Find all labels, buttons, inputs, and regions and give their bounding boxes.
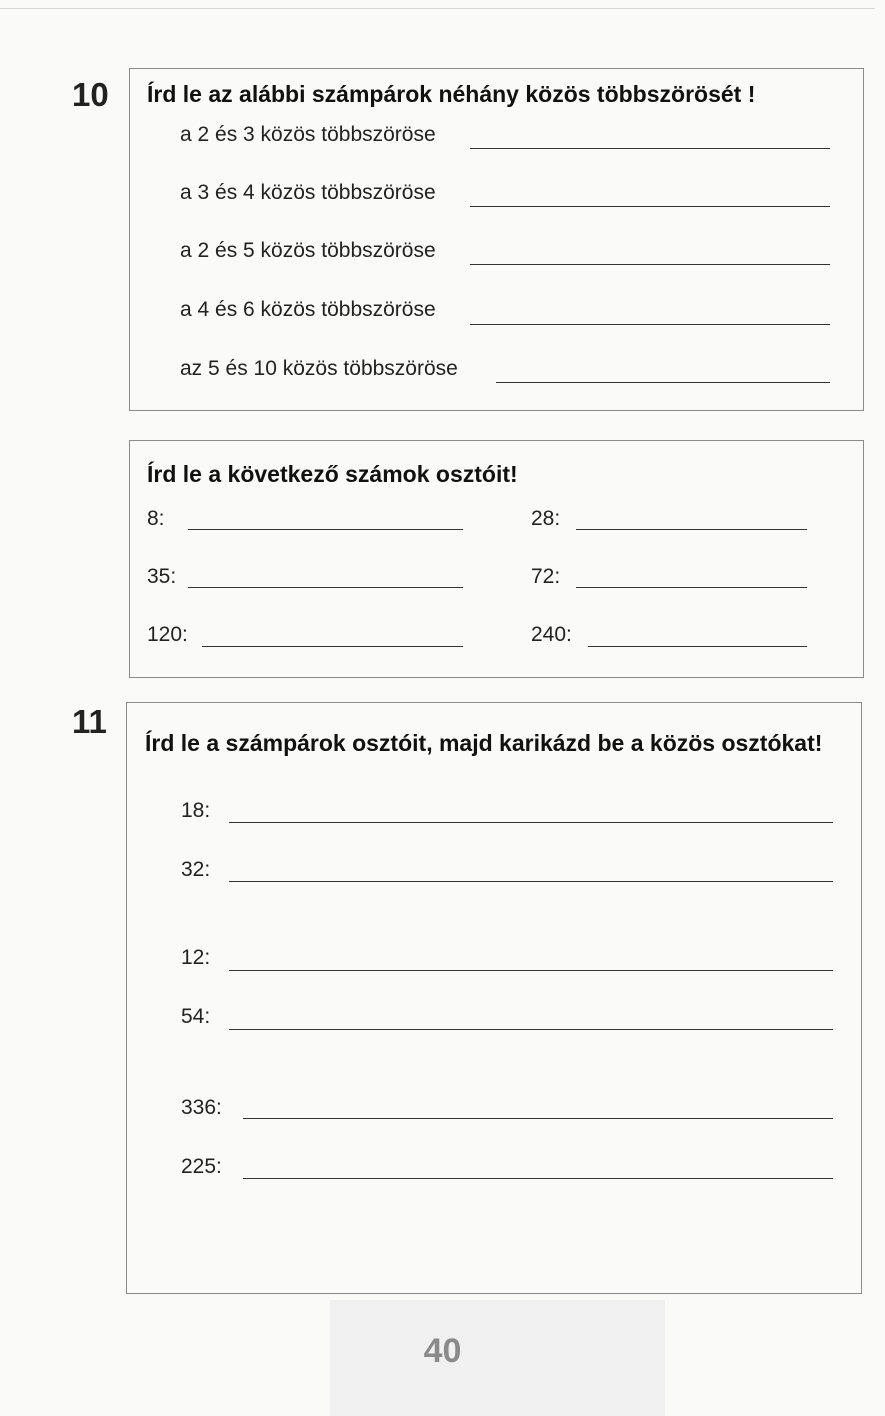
common-multiple-label: az 5 és 10 közös többszöröse <box>180 357 458 380</box>
answer-line[interactable] <box>229 822 833 823</box>
divisor-label: 8: <box>147 507 165 530</box>
answer-line[interactable] <box>470 148 830 149</box>
common-multiple-label: a 2 és 5 közös többszöröse <box>180 239 436 262</box>
number-pair-label: 12: <box>181 946 211 969</box>
answer-line[interactable] <box>470 324 830 325</box>
answer-line[interactable] <box>470 264 830 265</box>
top-rule <box>0 8 875 9</box>
divisors-box <box>129 440 864 678</box>
number-pair-label: 225: <box>181 1155 222 1178</box>
exercise-number-11: 11 <box>72 703 107 740</box>
number-pair-label: 32: <box>181 858 211 881</box>
answer-line[interactable] <box>188 587 463 588</box>
exercise-10-title: Írd le az alábbi számpárok néhány közös többszörösét ! <box>147 81 756 107</box>
answer-line[interactable] <box>243 1118 833 1119</box>
exercise-number-10: 10 <box>72 76 109 113</box>
answer-line[interactable] <box>202 646 463 647</box>
common-multiple-label: a 4 és 6 közös többszöröse <box>180 298 436 321</box>
exercise-10-box <box>129 68 864 411</box>
divisor-label: 240: <box>531 623 572 646</box>
divisor-label: 72: <box>531 565 561 588</box>
answer-line[interactable] <box>243 1178 833 1179</box>
common-multiple-label: a 2 és 3 közös többszöröse <box>180 123 436 146</box>
common-multiple-label: a 3 és 4 közös többszöröse <box>180 181 436 204</box>
answer-line[interactable] <box>188 529 463 530</box>
answer-line[interactable] <box>229 970 833 971</box>
divisor-label: 28: <box>531 507 561 530</box>
answer-line[interactable] <box>229 1029 833 1030</box>
answer-line[interactable] <box>229 881 833 882</box>
number-pair-label: 54: <box>181 1005 211 1028</box>
answer-line[interactable] <box>576 587 807 588</box>
answer-line[interactable] <box>496 382 830 383</box>
answer-line[interactable] <box>588 646 807 647</box>
number-pair-label: 336: <box>181 1096 222 1119</box>
divisors-title: Írd le a következő számok osztóit! <box>147 461 518 487</box>
page-number: 40 <box>423 1332 462 1370</box>
exercise-11-box <box>126 702 862 1294</box>
divisor-label: 35: <box>147 565 177 588</box>
exercise-11-title: Írd le a számpárok osztóit, majd karikázd be a közös osztókat! <box>145 730 823 756</box>
answer-line[interactable] <box>576 529 807 530</box>
answer-line[interactable] <box>470 206 830 207</box>
divisor-label: 120: <box>147 623 188 646</box>
number-pair-label: 18: <box>181 799 211 822</box>
